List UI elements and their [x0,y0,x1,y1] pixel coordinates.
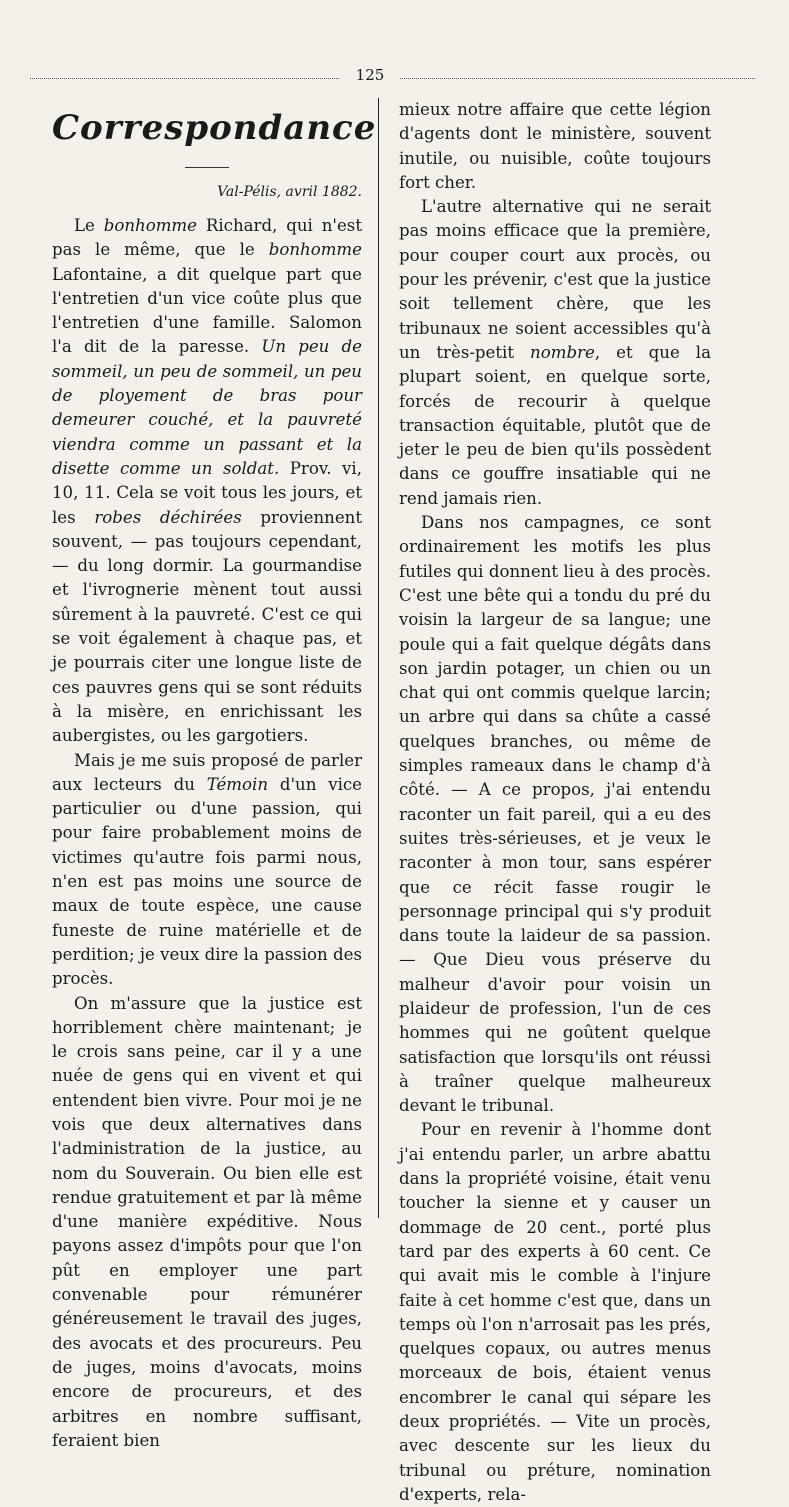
quotation-italic: Un peu de sommeil, un peu de sommeil, un peu de ployement de bras pour demeurer couché, et la pauvreté viendra comme un passant et la disette comme un soldat. [52,337,362,478]
paragraph [399,195,711,511]
text-run: L'autre alternative qui ne serait pas moins efficace que la première, pour couper court aux procès, ou pour les prévenir, c'est que la justice soit tellement chère, que les tribunaux ne soient accessibles qu'à un très-petit [399,197,711,362]
dateline: Val-Pélis, avril 1882. [217,184,362,200]
right-column [399,98,711,1507]
text-run: Prov. vi, 10, 11. Cela se voit tous les jours, et les [52,458,362,527]
paragraph: Pour en revenir à l'homme dont j'ai entendu parler, un arbre abattu dans la propriété voisine, était venu toucher la sienne et y causer un dommage de 20 cent., porté plus tard par des experts à 60 cent. Ce qui avait mis le comble à l'injure faite à cet homme c'est que, dans un temps où l'on n'arrosait pas les prés, quelques copaux, ou autres menus morceaux de bois, étaient venus encombrer le canal qui sépare les deux propriétés. — Vite un procès, avec descente sur les lieux du tribunal ou préture, nomination d'experts, rela- [399,1120,711,1504]
page-number: 125 [340,66,400,84]
text-run: d'un vice particulier ou d'une passion, qui pour faire probablement moins de victimes qu'autre fois parmi nous, n'en est pas moins une source de maux de toute espèce, une cause funeste de ruine matérielle et de perdition; je veux dire la passion des procès. [52,774,362,989]
text-run: , et que la plupart soient, en quelque sorte, forcés de recourir à quelque transaction équitable, plutôt que de jeter le peu de bien qu'ils possèdent dans ce gouffre insatiable qui ne rend jamais rien. [399,342,711,508]
paragraph: On m'assure que la justice est horriblement chère maintenant; je le crois sans peine, car il y a une nuée de gens qui en vivent et qui entendent bien vivre. Pour moi je ne vois que deux alternatives dans l'administration de la justice, au nom du Souverain. Ou bien elle est rendue gratuitement et par là même d'une manière expéditive. Nous payons assez d'impôts pour que l'on pût en employer une part convenable pour rémunérer généreusement le travail des juges, des avocats et des procureurs. Peu de juges, moins d'avocats, moins encore de procureurs, et des arbitres en nombre suffisant, feraient bien [52,993,362,1450]
text-run-italic: robes déchirées [94,507,242,527]
article-title: Correspondance [52,108,377,148]
text-run: Mais je me suis proposé de parler aux lecteurs du [52,750,362,794]
text-run: Lafontaine, a dit quelque part que l'entretien d'un vice coûte plus que l'entretien d'une famille. Salomon l'a dit de la paresse. [52,264,362,357]
text-run: Le [74,216,104,235]
paragraph-continued: mieux notre affaire que cette légion d'agents dont le ministère, souvent inutile, ou nuisible, coûte toujours fort cher. [399,100,711,192]
text-run-italic: nombre [530,342,595,362]
left-column [52,214,362,1453]
paragraph: Dans nos campagnes, ce sont ordinairement les motifs les plus futiles qui donnent lieu à des procès. C'est une bête qui a tondu du pré du voisin la largeur de sa langue; une poule qui a fait quelque dégâts dans son jardin potager, un chien ou un chat qui ont commis quelque larcin; un arbre qui dans sa chûte a cassé quelques branches, ou même de simples rameaux dans le champ d'à côté. — A ce propos, j'ai entendu raconter un fait pareil, qui a eu des suites très-sérieuses, et je veux le raconter à mon tour, sans espérer que ce récit fasse rougir le personnage principal qui s'y produit dans toute la laideur de sa passion. — Que Dieu vous préserve du malheur d'avoir pour voisin un plaideur de profession, l'un de ces hommes qui ne goûtent quelque satisfaction que lorsqu'ils ont réussi à traîner quelque malheureux devant le tribunal. [399,513,711,1116]
column-divider [378,98,379,1218]
paragraph [52,749,362,992]
text-run: proviennent souvent, — pas toujours cependant, — du long dormir. La gourmandise et l'ivrognerie mènent tout aussi sûrement à la pauvreté. C'est ce qui se voit également à chaque pas, et je pourrais citer une longue liste de ces pauvres gens qui se sont réduits à la misère, en enrichissant les aubergistes, ou les gargotiers. [52,507,362,746]
text-run: Richard, qui n'est pas le même, que le [52,216,362,260]
title-rule [185,167,229,168]
text-run-italic: bonhomme [268,240,362,260]
text-run-italic: bonhomme [103,216,197,235]
paragraph [52,214,362,749]
journal-name: Témoin [206,774,269,794]
